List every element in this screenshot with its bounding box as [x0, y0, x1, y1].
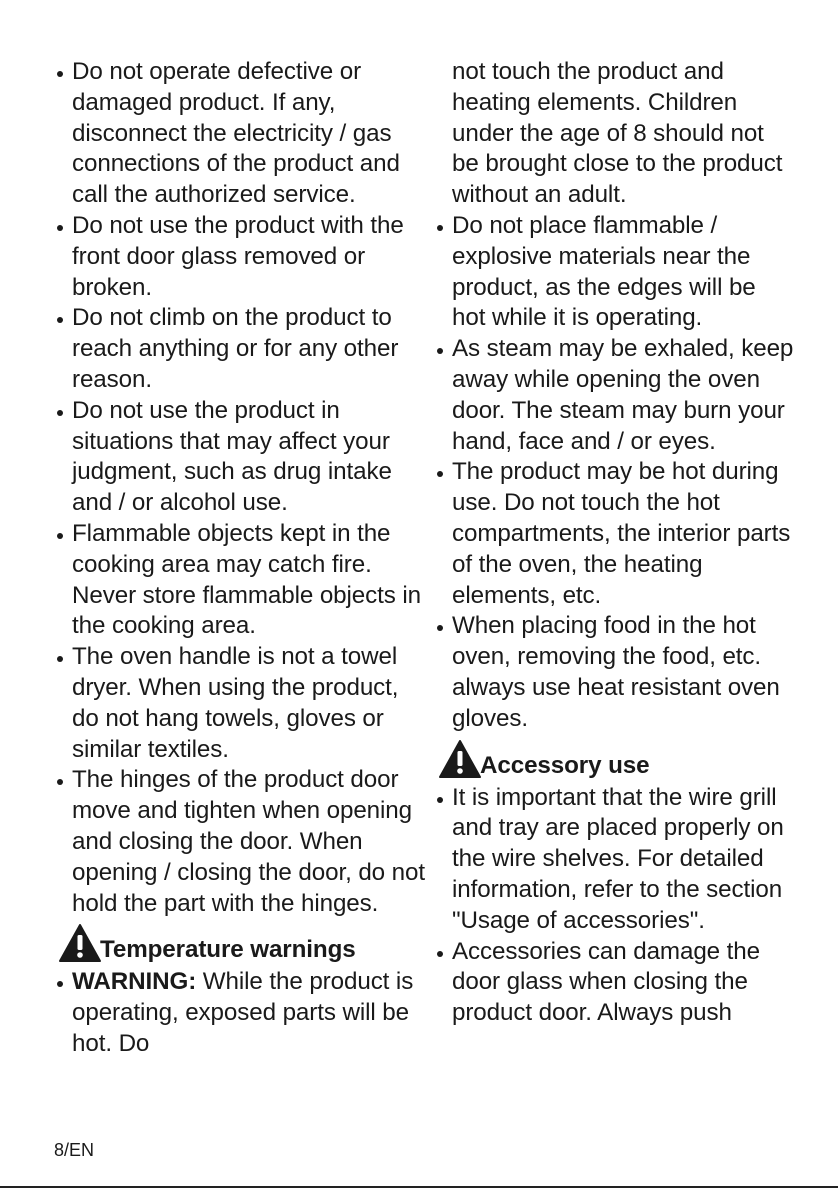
accessory-bullet-list	[434, 783, 794, 1029]
list-item: The hinges of the product door move and tighten when opening and closing the door. When opening / closing the door, do not hold the part with the hinges.	[54, 765, 426, 919]
temperature-bullet-list	[54, 967, 426, 1059]
list-item: Flammable objects kept in the cooking area may catch fire. Never store flammable objects in the cooking area.	[54, 519, 426, 642]
list-item: Do not climb on the product to reach anything or for any other reason.	[54, 303, 426, 395]
right-bullet-list	[434, 211, 794, 735]
bottom-divider	[0, 1186, 838, 1188]
list-item: Do not use the product in situations that may affect your judgment, such as drug intake and / or alcohol use.	[54, 396, 426, 519]
section-title: Temperature warnings	[100, 936, 356, 964]
left-column	[54, 57, 426, 1060]
list-item: Do not operate defective or damaged product. If any, disconnect the electricity / gas connections of the product and call the authorized service.	[54, 57, 426, 211]
warning-triangle-icon	[58, 923, 102, 963]
warning-text: While the product is operating, exposed parts will be hot. Do	[72, 968, 414, 1057]
list-item: The product may be hot during use. Do not touch the hot compartments, the interior parts of the oven, the heating elements, etc.	[434, 457, 794, 611]
continued-text: not touch the product and heating elements. Children under the age of 8 should not be brought close to the product without an adult.	[452, 58, 783, 209]
list-item: Do not use the product with the front door glass removed or broken.	[54, 211, 426, 303]
accessory-use-heading	[434, 749, 794, 781]
list-item: The oven handle is not a towel dryer. When using the product, do not hang towels, gloves or similar textiles.	[54, 642, 426, 765]
list-item	[54, 967, 426, 1059]
temperature-warnings-heading	[54, 933, 426, 965]
list-item: When placing food in the hot oven, removing the food, etc. always use heat resistant oven gloves.	[434, 611, 794, 734]
section-title: Accessory use	[480, 751, 650, 779]
page-number: 8/EN	[54, 1140, 95, 1160]
right-column	[434, 57, 794, 1029]
left-bullet-list	[54, 57, 426, 919]
list-item: Do not place flammable / explosive materials near the product, as the edges will be hot while it is operating.	[434, 211, 794, 334]
list-item: As steam may be exhaled, keep away while opening the oven door. The steam may burn your hand, face and / or eyes.	[434, 334, 794, 457]
list-item: It is important that the wire grill and tray are placed properly on the wire shelves. For detailed information, refer to the section "Usage of accessories".	[434, 783, 794, 937]
warning-triangle-icon	[438, 739, 482, 779]
warning-label: WARNING:	[72, 968, 197, 996]
list-item: Accessories can damage the door glass when closing the product door. Always push	[434, 937, 794, 1029]
